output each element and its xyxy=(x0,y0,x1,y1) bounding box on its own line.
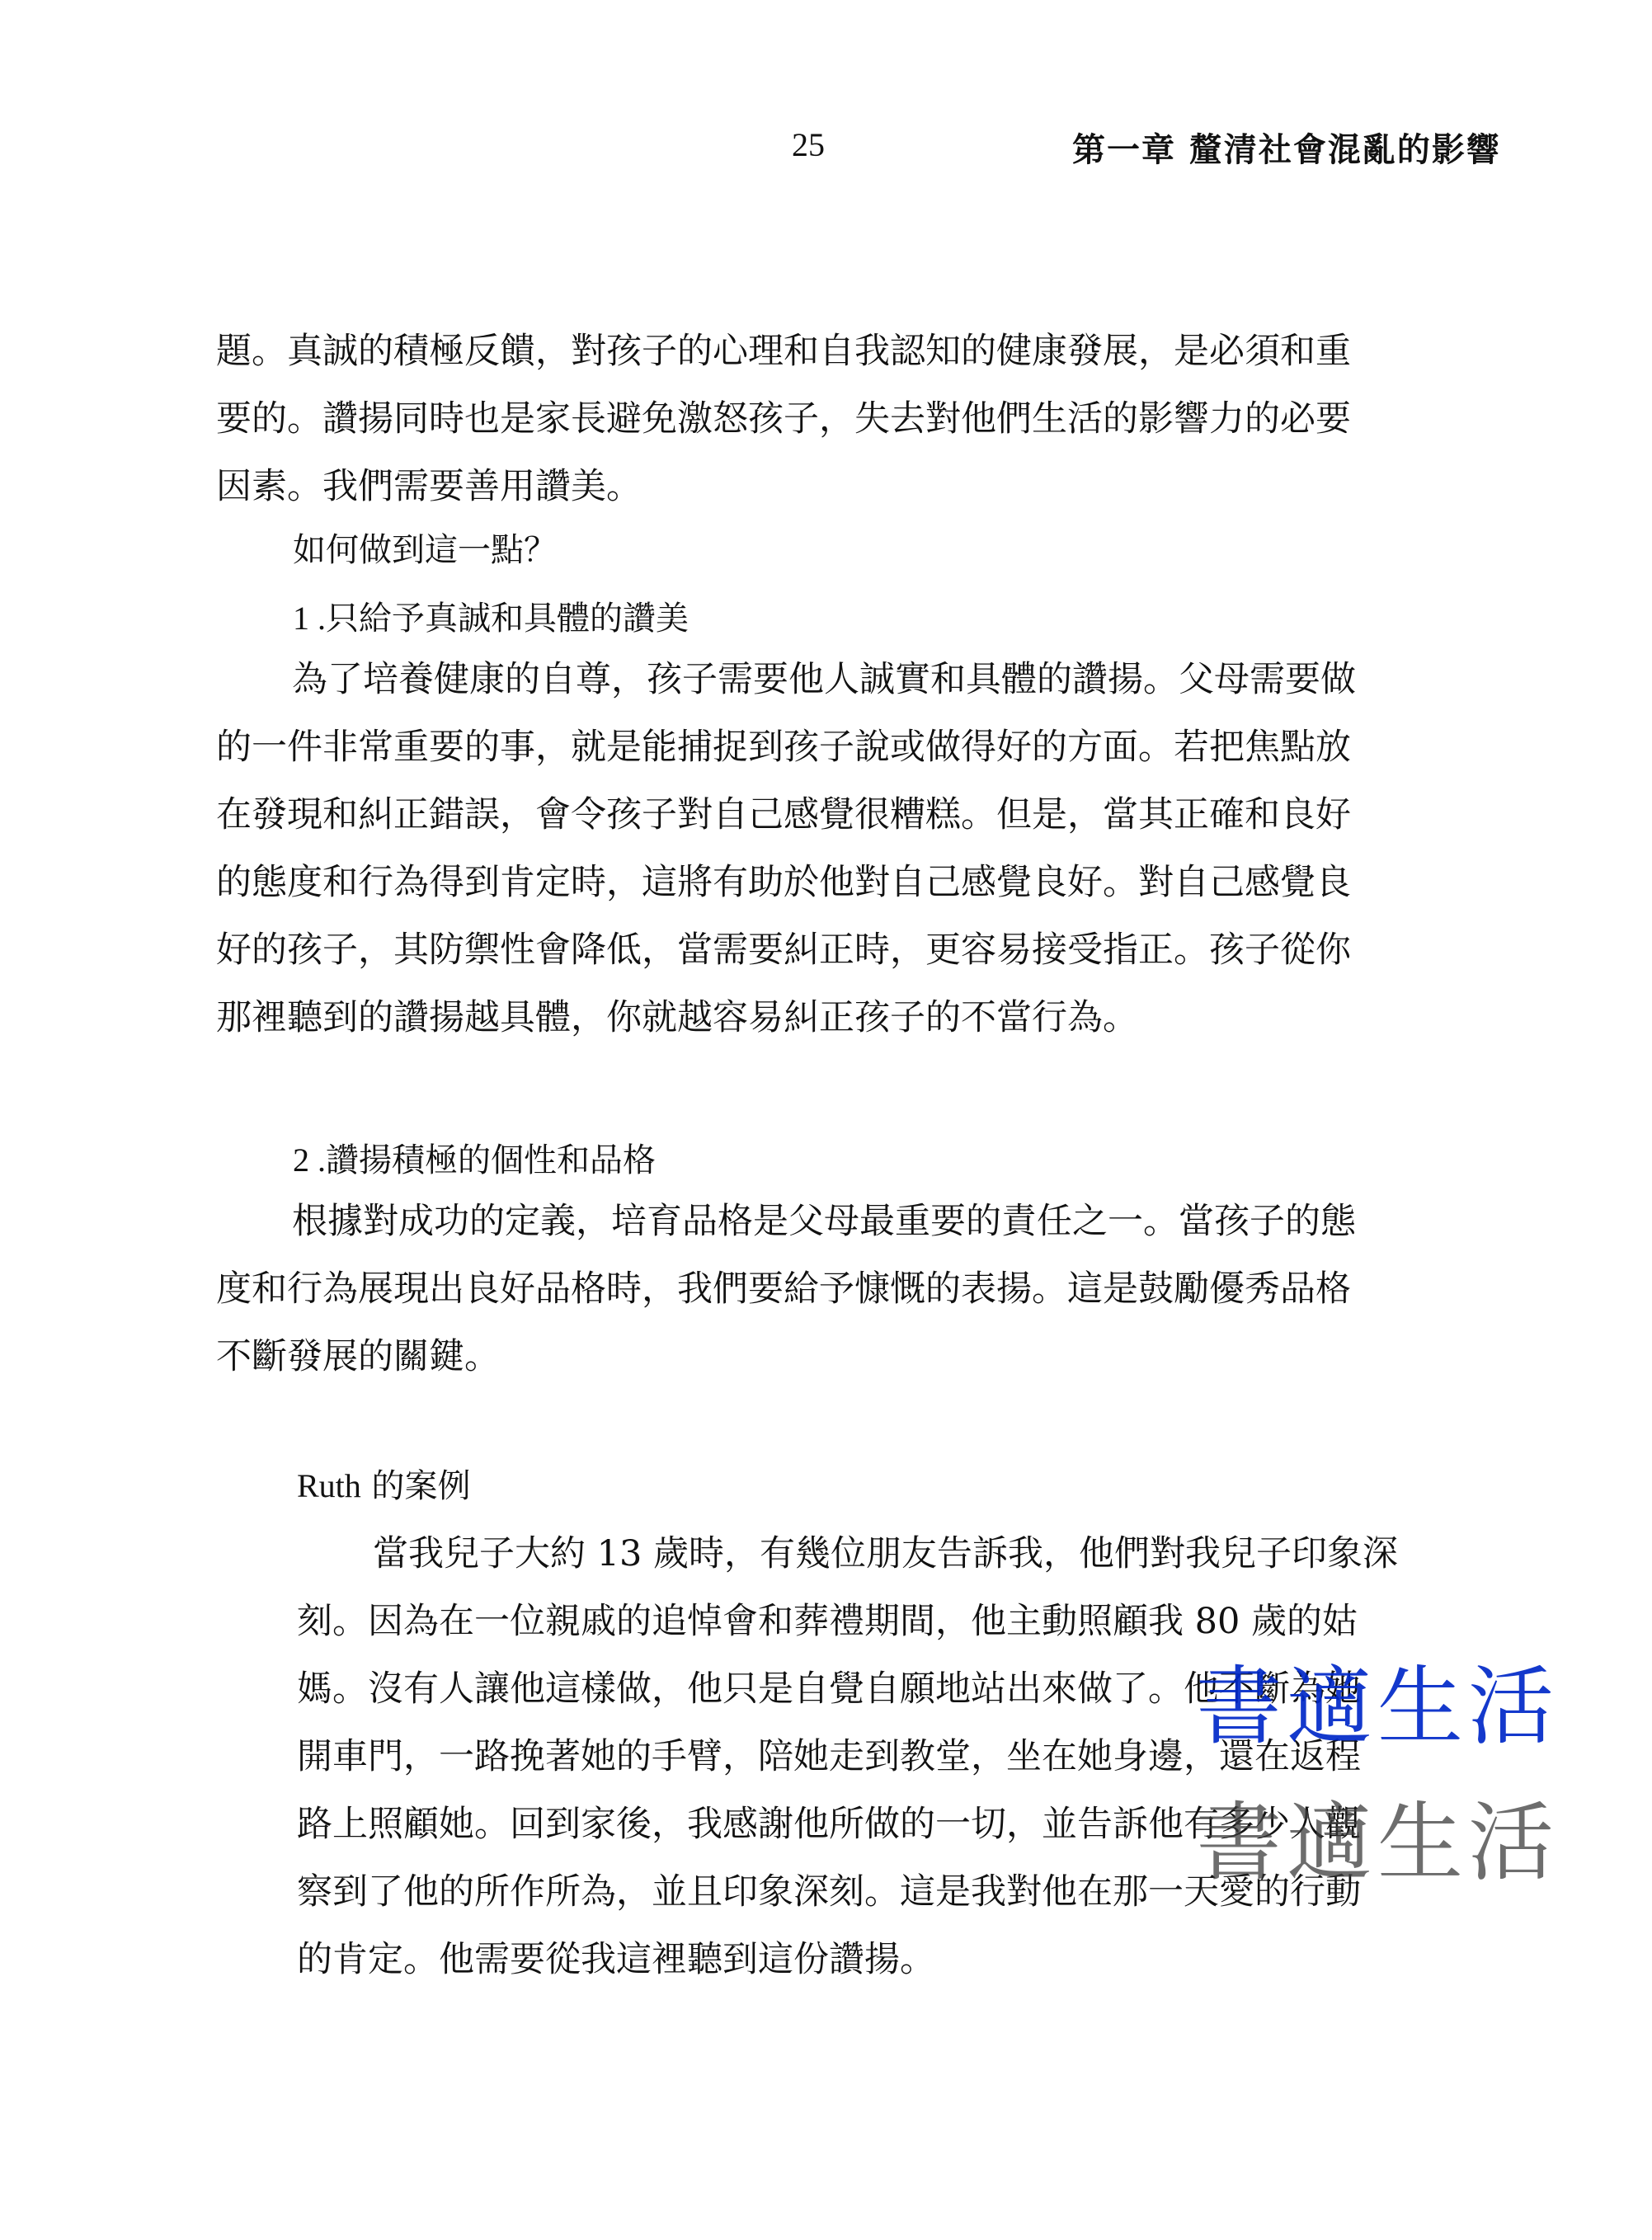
case-title: 的案例 xyxy=(360,1467,471,1505)
text-line: 在發現和糾正錯誤，會令孩子對自己感覺很糟糕。但是，當其正確和良好 xyxy=(216,794,1351,835)
section1-number: 1 . xyxy=(293,600,326,637)
text-line: 當我兒子大約 13 歲時，有幾位朋友告訴我，他們對我兒子印象深 xyxy=(373,1533,1399,1574)
how-heading: 如何做到這一點？ xyxy=(293,531,557,569)
text-line: 刻。因為在一位親戚的追悼會和葬禮期間，他主動照顧我 80 歲的姑 xyxy=(297,1601,1358,1642)
intro-paragraph xyxy=(216,318,1437,520)
text-line: 路上照顧她。回到家後，我感謝他所做的一切，並告訴他有多少人觀 xyxy=(297,1804,1361,1845)
text-line: 根據對成功的定義，培育品格是父母最重要的責任之一。當孩子的態 xyxy=(292,1201,1356,1242)
section1-paragraph xyxy=(216,646,1437,1052)
watermark-gray: 書適生活 xyxy=(1196,1792,1560,1893)
text-line: 題。真誠的積極反饋，對孩子的心理和自我認知的健康發展，是必須和重 xyxy=(216,331,1351,372)
section1-heading xyxy=(293,592,689,639)
text-line: 不斷發展的關鍵。 xyxy=(216,1336,500,1377)
page-number: 25 xyxy=(792,126,825,163)
text-line: 好的孩子，其防禦性會降低，當需要糾正時，更容易接受指正。孩子從你 xyxy=(216,929,1351,971)
section1-title: 只給予真誠和具體的讚美 xyxy=(326,600,689,638)
case-name: Ruth xyxy=(297,1467,361,1504)
section2-title: 讚揚積極的個性和品格 xyxy=(326,1141,656,1179)
text-line: 的一件非常重要的事，就是能捕捉到孩子說或做得好的方面。若把焦點放 xyxy=(216,727,1351,768)
text-line: 度和行為展現出良好品格時，我們要給予慷慨的表揚。這是鼓勵優秀品格 xyxy=(216,1268,1351,1310)
section2-heading xyxy=(293,1134,656,1181)
text-line: 那裡聽到的讚揚越具體，你就越容易糾正孩子的不當行為。 xyxy=(216,997,1138,1038)
text-line: 為了培養健康的自尊，孩子需要他人誠實和具體的讚揚。父母需要做 xyxy=(292,659,1356,700)
section2-number: 2 . xyxy=(293,1141,326,1179)
text-line: 開車門，一路挽著她的手臂，陪她走到教堂，坐在她身邊，還在返程 xyxy=(297,1736,1361,1777)
text-line: 要的。讚揚同時也是家長避免激怒孩子，失去對他們生活的影響力的必要 xyxy=(216,398,1351,440)
chapter-title: 第一章 釐清社會混亂的影響 xyxy=(1072,131,1501,169)
text-line: 因素。我們需要善用讚美。 xyxy=(216,466,642,507)
case-heading xyxy=(297,1460,471,1507)
text-line: 媽。沒有人讓他這樣做，他只是自覺自願地站出來做了。他不斷為她 xyxy=(297,1668,1361,1710)
watermark-blue: 書適生活 xyxy=(1196,1656,1560,1757)
section2-paragraph xyxy=(216,1188,1437,1391)
text-line: 的肯定。他需要從我這裡聽到這份讚揚。 xyxy=(297,1939,935,1980)
text-line: 察到了他的所作所為，並且印象深刻。這是我對他在那一天愛的行動 xyxy=(297,1871,1361,1913)
text-line: 的態度和行為得到肯定時，這將有助於他對自己感覺良好。對自己感覺良 xyxy=(216,862,1351,903)
